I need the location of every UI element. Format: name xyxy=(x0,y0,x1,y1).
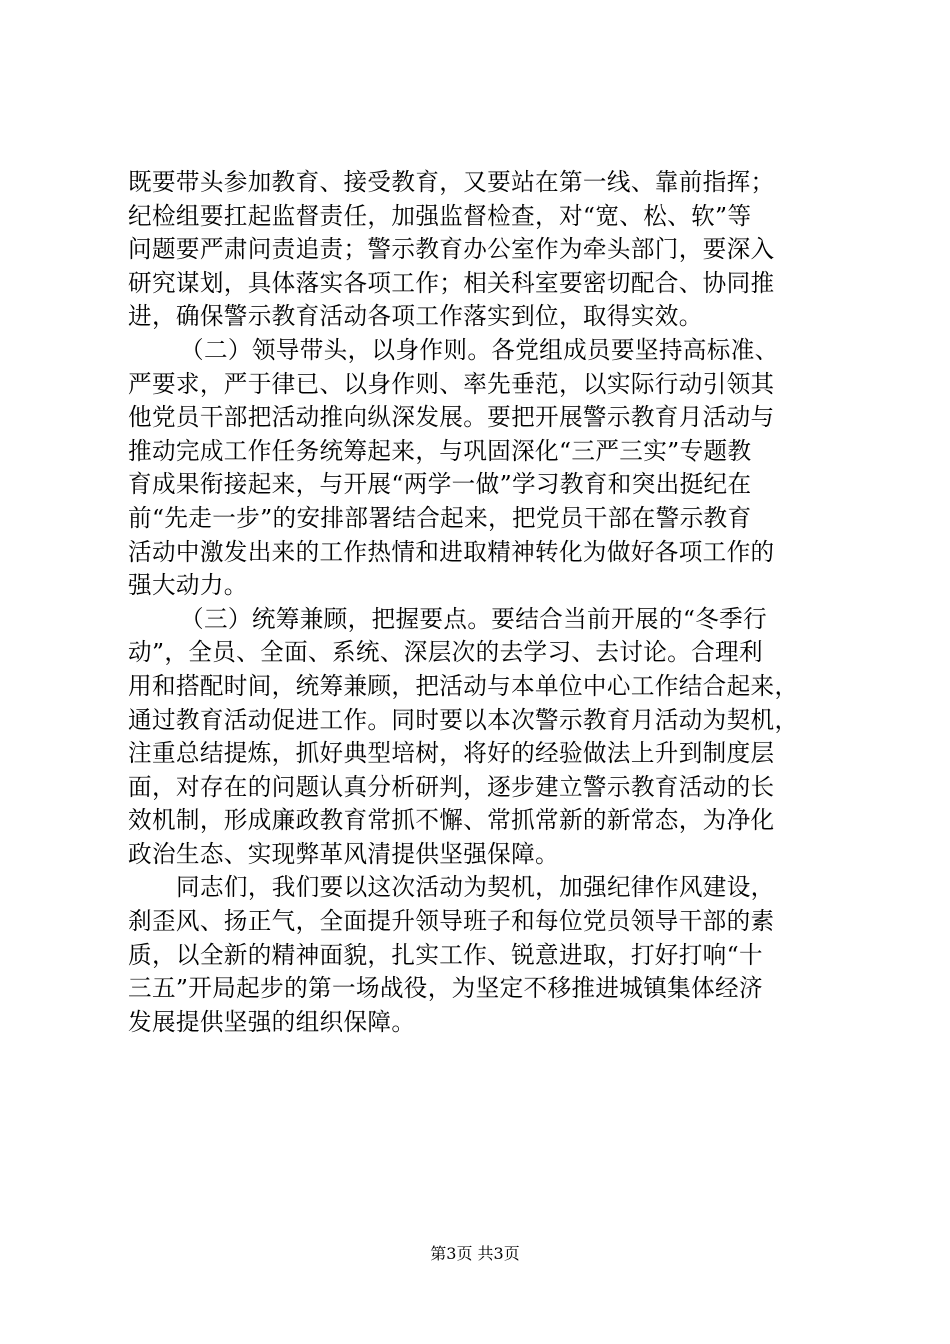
text-line: 他党员干部把活动推向纵深发展。要把开展警示教育月活动与 xyxy=(128,403,775,432)
text-line-paragraph-start: （二）领导带头，以身作则。各党组成员要坚持高标准、 xyxy=(180,335,779,364)
text-line-paragraph-start: 同志们，我们要以这次活动为契机，加强纪律作风建设， xyxy=(176,873,775,902)
text-line: 强大动力。 xyxy=(128,571,248,600)
text-line: 动”，全员、全面、系统、深层次的去学习、去讨论。合理利 xyxy=(128,638,763,667)
text-line: 政治生态、实现弊革风清提供坚强保障。 xyxy=(128,839,559,868)
text-line: 进，确保警示教育活动各项工作落实到位，取得实效。 xyxy=(128,302,703,331)
text-line: 前“先走一步”的安排部署结合起来，把党员干部在警示教育 xyxy=(128,503,752,532)
text-line: 注重总结提炼，抓好典型培树，将好的经验做法上升到制度层 xyxy=(128,739,775,768)
text-line: 发展提供坚强的组织保障。 xyxy=(128,1007,416,1036)
text-line: 研究谋划，具体落实各项工作；相关科室要密切配合、协同推 xyxy=(128,268,775,297)
text-line: 纪检组要扛起监督责任，加强监督检查，对“宽、松、软”等 xyxy=(128,201,752,230)
text-line: 活动中激发出来的工作热情和进取精神转化为做好各项工作的 xyxy=(128,537,775,566)
text-line: 问题要严肃问责追责；警示教育办公室作为牵头部门，要深入 xyxy=(128,235,775,264)
page-number-label: 第3页 共3页 xyxy=(430,1244,520,1263)
text-line: 既要带头参加教育、接受教育，又要站在第一线、靠前指挥； xyxy=(128,168,775,196)
text-line: 通过教育活动促进工作。同时要以本次警示教育月活动为契机， xyxy=(128,705,799,734)
text-line: 三五”开局起步的第一场战役，为坚定不移推进城镇集体经济 xyxy=(128,974,763,1003)
text-line: 用和搭配时间，统筹兼顾，把活动与本单位中心工作结合起来， xyxy=(128,671,799,700)
body-text xyxy=(128,166,828,1039)
text-line: 刹歪风、扬正气，全面提升领导班子和每位党员领导干部的素 xyxy=(128,907,775,936)
text-line: 效机制，形成廉政教育常抓不懈、常抓常新的新常态，为净化 xyxy=(128,806,775,835)
text-line: 严要求，严于律已、以身作则、率先垂范，以实际行动引领其 xyxy=(128,369,775,398)
text-line: 育成果衔接起来，与开展“两学一做”学习教育和突出挺纪在 xyxy=(128,470,752,499)
page-footer xyxy=(0,1244,950,1264)
text-line: 质，以全新的精神面貌，扎实工作、锐意进取，打好打响“十 xyxy=(128,940,763,969)
text-line: 推动完成工作任务统筹起来，与巩固深化“三严三实”专题教 xyxy=(128,436,752,465)
text-line: 面，对存在的问题认真分析研判，逐步建立警示教育活动的长 xyxy=(128,772,775,801)
text-line-paragraph-start: （三）统筹兼顾，把握要点。要结合当前开展的“冬季行 xyxy=(180,604,768,633)
